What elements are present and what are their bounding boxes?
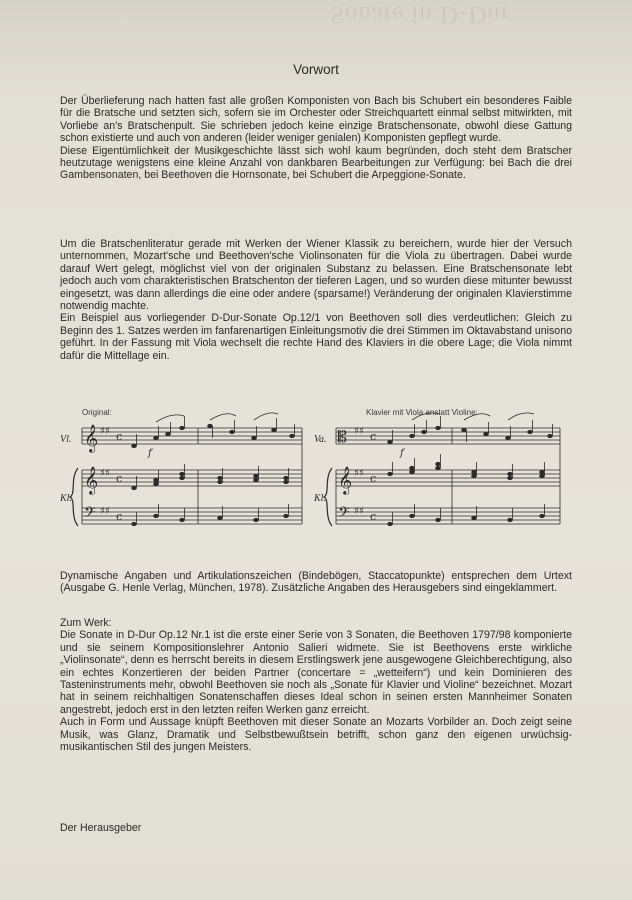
note: [180, 518, 185, 521]
common-time-glyph: c: [116, 430, 123, 443]
dynamic-forte: f: [400, 448, 404, 459]
piano-instrument-label-left: Kl.: [60, 493, 72, 504]
note: [180, 426, 185, 429]
intro-section: [60, 95, 572, 182]
music-examples: [60, 408, 570, 550]
slur: [156, 415, 184, 422]
slur: [254, 413, 278, 420]
note: [154, 514, 159, 517]
note: [436, 462, 441, 465]
music-notation: [60, 408, 570, 550]
work-paragraph-2: Auch in Form und Aussage knüpft Beethoven mit dieser Sonate an Mozarts Vorbilder an. Doch zeigt seine Musik, was Glanz, Dramatik und Selbstbewußtsein betrifft, schon ganz den eigenen urwüchsig-musikantischen Stil des jungen Meisters.: [60, 716, 572, 754]
note: [180, 472, 185, 475]
note: [548, 434, 553, 437]
key-signature: ♯♯: [354, 468, 364, 479]
note: [218, 476, 223, 479]
note: [508, 472, 513, 475]
arrangement-section: [60, 238, 572, 362]
note: [166, 432, 171, 435]
original-label: Original:: [82, 408, 112, 417]
arrangement-clefs: [338, 426, 376, 525]
note: [508, 518, 513, 521]
note: [410, 466, 415, 469]
intro-paragraph-2: Diese Eigentümlichkeit der Musikgeschichte lässt sich wohl kaum begründen, doch steht dem Bratscher heutzutage wenigstens eine kleine Anzahl von dankbaren Bearbeitungen zur Verfügung: bei Bach die drei Gambensonaten, bei Beethoven die Hornsonate, bei Schubert die Arpeggione-Sonate.: [60, 144, 572, 182]
dynamic-forte: f: [148, 448, 152, 459]
violin-staff: [82, 428, 302, 444]
note: [422, 430, 427, 433]
note: [436, 426, 441, 429]
note: [132, 444, 137, 447]
note: [388, 472, 393, 475]
arrangement-notes: [388, 413, 553, 526]
arrangement-paragraph-1: Um die Bratschenliteratur gerade mit Werken der Wiener Klassik zu bereichern, wurde hier der Versuch unternommen, Mozart'sche und Beethoven'sche Violinsonaten für die Viola zu übertragen. Dabei wurde darauf Wert gelegt, möglichst viel von der originalen Substanz zu belassen. Eine Bratschensonate lebt jedoch auch vom charakteristischen Bratschenton der tieferen Lagen, und so wurden diese mitunter bewusst eingesetzt, was dann allerdings die eine oder andere (sparsame!) Veränderung der originalen Klavierstimme notwendig machte.: [60, 238, 572, 313]
key-signature: ♯♯: [354, 426, 364, 437]
common-time-glyph: c: [370, 510, 377, 523]
note: [154, 478, 159, 481]
alto-clef-glyph: 𝄡: [338, 427, 347, 446]
viola-instrument-label: Va.: [314, 434, 327, 445]
piano-brace: [70, 468, 78, 526]
bleed-through-title: Sonate in D-Dur: [330, 1, 511, 28]
note: [254, 518, 259, 521]
note: [132, 522, 137, 525]
common-time-glyph: c: [116, 472, 123, 485]
common-time-glyph: c: [116, 510, 123, 523]
key-signature: ♯♯: [354, 506, 364, 517]
note: [472, 516, 477, 519]
note: [218, 516, 223, 519]
note: [528, 430, 533, 433]
note: [252, 436, 257, 439]
slur: [412, 413, 440, 420]
note: [388, 440, 393, 443]
note: [254, 474, 259, 477]
slur: [464, 414, 490, 420]
work-heading: Zum Werk:: [60, 617, 112, 629]
note: [540, 470, 545, 473]
note: [272, 428, 277, 431]
note: [230, 430, 235, 433]
piano-brace: [324, 468, 332, 526]
work-section: [60, 617, 572, 753]
work-paragraph-1: Die Sonate in D-Dur Op.12 Nr.1 ist die erste einer Serie von 3 Sonaten, die Beethoven 1797/98 komponierte und sie seinem Kompositionslehrer Antonio Salieri widmete. Sie ist Beethovens erste wirkliche „Violinsonate“, denn es herrscht bereits in diesem Erstlingswerk jene ausgewogene Gleichberechtigung, also ein echtes Konzertieren der beiden Partner (concertare = „wetteifern“) und kein Dominieren des Tasteninstruments mehr, obwohl Beethoven sie noch als „Sonate für Klavier und Violine“ bezeichnet. Mozart hat in seinem reichhaltigen Sonatenschaffen dieses Ideal schon in seinen ersten Mannheimer Sonaten angestrebt, jedoch erst in den letzten reifen Werken ganz erreicht.: [60, 629, 572, 716]
dynamics-paragraph: Dynamische Angaben und Artikulationszeichen (Bindebögen, Staccatopunkte) entsprechen dem Urtext (Ausgabe G. Henle Verlag, München, 1978). Zusätzliche Angaben des Herausgebers sind eingeklammert.: [60, 570, 572, 595]
slur: [210, 414, 236, 420]
page-title: Vorwort: [293, 62, 339, 77]
note: [410, 514, 415, 517]
note: [290, 434, 295, 437]
key-signature: ♯♯: [100, 468, 110, 479]
common-time-glyph: c: [370, 472, 377, 485]
note: [540, 514, 545, 517]
note: [208, 424, 213, 427]
treble-clef-glyph: 𝄞: [338, 466, 353, 494]
key-signature: ♯♯: [100, 426, 110, 437]
note: [284, 514, 289, 517]
violin-instrument-label: Vl.: [60, 434, 72, 445]
treble-clef-glyph: 𝄞: [84, 424, 99, 452]
piano-bass-staff: [82, 508, 302, 524]
slur: [508, 413, 534, 420]
signature: Der Herausgeber: [60, 822, 142, 834]
piano-instrument-label-right: Kl.: [314, 493, 326, 504]
bass-clef-glyph: 𝄢: [84, 504, 96, 525]
note: [284, 476, 289, 479]
note: [472, 470, 477, 473]
intro-paragraph-1: Der Überlieferung nach hatten fast alle großen Komponisten von Bach bis Schubert ein besonderes Faible für die Bratsche und setzten sich, sofern sie im Orchester oder Streichquartett einmal selbst mitwirkten, mit Vorliebe an's Bratschenpult. Sie schrieben jedoch keine einzige Bratschensonate, obwohl diese Gattung schon existierte und auch von anderen (leider weniger genialen) Komponisten gepflegt wurde.: [60, 95, 572, 145]
dynamics-section: [60, 570, 572, 595]
arrangement-label: Klavier mit Viola anstatt Violine:: [366, 408, 478, 417]
treble-clef-glyph: 𝄞: [84, 466, 99, 494]
original-notes: [132, 413, 295, 526]
note: [388, 522, 393, 525]
key-signature: ♯♯: [100, 506, 110, 517]
note: [154, 436, 159, 439]
note: [410, 434, 415, 437]
note: [462, 428, 467, 431]
arrangement-paragraph-2: Ein Beispiel aus vorliegender D-Dur-Sonate Op.12/1 von Beethoven soll dies verdeutlichen: Gleich zu Beginn des 1. Satzes werden im fanfarenartigen Einleitungsmotiv die drei Stimmen im Oktavabstand unisono geführt. In der Fassung mit Viola wechselt die rechte Hand des Klaviers in die obere Lage; die Viola nimmt dafür die Mittellage ein.: [60, 312, 572, 362]
piano-treble-staff: [82, 470, 302, 486]
common-time-glyph: c: [370, 430, 377, 443]
bass-clef-glyph: 𝄢: [338, 504, 350, 525]
note: [132, 486, 137, 489]
note: [506, 436, 511, 439]
note: [484, 432, 489, 435]
note: [436, 518, 441, 521]
